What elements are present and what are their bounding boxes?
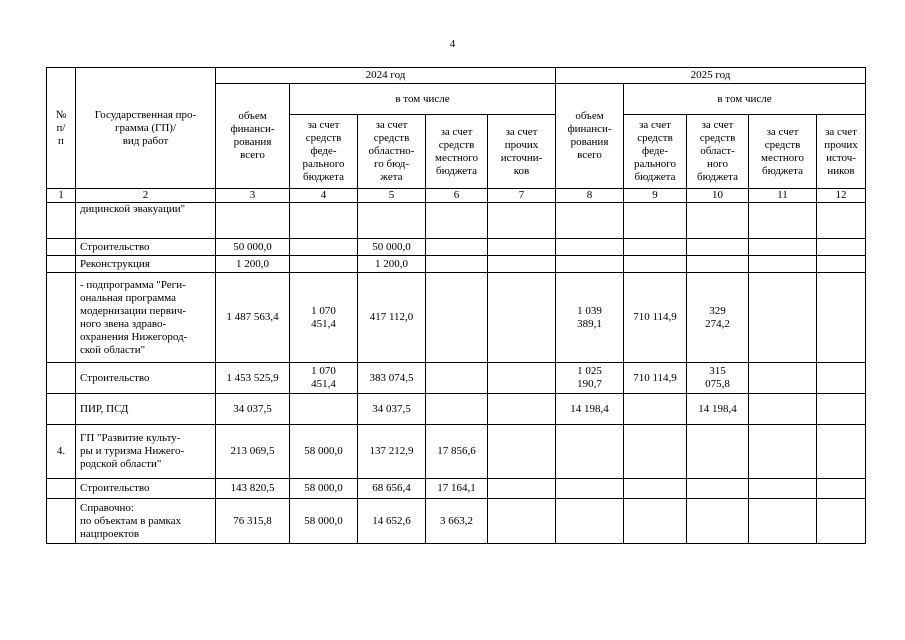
header-program: Государственная про- грамма (ГП)/ вид работ xyxy=(76,68,216,189)
financing-table xyxy=(46,67,866,544)
header-other-2024: за счет прочих источни- ков xyxy=(488,115,556,189)
row-number-cell xyxy=(47,273,76,363)
col-number: 7 xyxy=(488,189,556,203)
row-label-cell: Строительство xyxy=(76,479,216,499)
value-cell xyxy=(687,499,749,544)
value-cell: 14 198,4 xyxy=(687,394,749,425)
value-cell: 137 212,9 xyxy=(358,425,426,479)
value-cell xyxy=(687,256,749,273)
value-cell: 76 315,8 xyxy=(216,499,290,544)
value-cell xyxy=(488,239,556,256)
table-row xyxy=(47,239,866,256)
table-row xyxy=(47,394,866,425)
col-number: 3 xyxy=(216,189,290,203)
value-cell xyxy=(358,203,426,239)
header-regional-2025: за счет средств област- ного бюджета xyxy=(687,115,749,189)
value-cell xyxy=(556,425,624,479)
value-cell xyxy=(488,394,556,425)
value-cell xyxy=(426,203,488,239)
value-cell: 710 114,9 xyxy=(624,363,687,394)
value-cell xyxy=(488,273,556,363)
value-cell: 58 000,0 xyxy=(290,425,358,479)
header-num: № п/ п xyxy=(47,68,76,189)
value-cell xyxy=(426,256,488,273)
value-cell xyxy=(556,499,624,544)
value-cell xyxy=(817,256,866,273)
value-cell: 58 000,0 xyxy=(290,479,358,499)
header-federal-2025: за счет средств феде- рального бюджета xyxy=(624,115,687,189)
header-volume-2025: объем финанси- рования всего xyxy=(556,84,624,189)
column-numbers-row xyxy=(47,189,866,203)
row-number-cell xyxy=(47,256,76,273)
header-year-2025: 2025 год xyxy=(556,68,866,84)
value-cell: 14 198,4 xyxy=(556,394,624,425)
value-cell: 1 070 451,4 xyxy=(290,273,358,363)
value-cell xyxy=(290,239,358,256)
value-cell xyxy=(426,363,488,394)
value-cell: 68 656,4 xyxy=(358,479,426,499)
col-number: 8 xyxy=(556,189,624,203)
value-cell xyxy=(488,363,556,394)
value-cell xyxy=(817,203,866,239)
col-number: 11 xyxy=(749,189,817,203)
row-number-cell xyxy=(47,239,76,256)
value-cell: 50 000,0 xyxy=(358,239,426,256)
col-number: 4 xyxy=(290,189,358,203)
row-number-cell xyxy=(47,363,76,394)
col-number: 10 xyxy=(687,189,749,203)
value-cell xyxy=(556,239,624,256)
col-number: 9 xyxy=(624,189,687,203)
table-row xyxy=(47,203,866,239)
value-cell xyxy=(687,479,749,499)
value-cell xyxy=(749,203,817,239)
value-cell: 34 037,5 xyxy=(358,394,426,425)
value-cell xyxy=(426,394,488,425)
table-row xyxy=(47,363,866,394)
value-cell: 710 114,9 xyxy=(624,273,687,363)
value-cell: 143 820,5 xyxy=(216,479,290,499)
value-cell xyxy=(290,394,358,425)
value-cell xyxy=(426,239,488,256)
row-label-cell: Справочно: по объектам в рамках нацпроектов xyxy=(76,499,216,544)
value-cell: 17 164,1 xyxy=(426,479,488,499)
value-cell xyxy=(817,363,866,394)
value-cell xyxy=(624,203,687,239)
value-cell xyxy=(488,256,556,273)
value-cell xyxy=(687,425,749,479)
value-cell xyxy=(556,203,624,239)
value-cell xyxy=(216,203,290,239)
value-cell xyxy=(817,239,866,256)
header-year-2024: 2024 год xyxy=(216,68,556,84)
row-number-cell xyxy=(47,203,76,239)
value-cell xyxy=(426,273,488,363)
value-cell xyxy=(749,273,817,363)
row-number-cell xyxy=(47,394,76,425)
value-cell xyxy=(749,394,817,425)
col-number: 2 xyxy=(76,189,216,203)
value-cell: 417 112,0 xyxy=(358,273,426,363)
value-cell xyxy=(290,256,358,273)
value-cell xyxy=(687,239,749,256)
value-cell xyxy=(290,203,358,239)
value-cell xyxy=(749,239,817,256)
value-cell: 3 663,2 xyxy=(426,499,488,544)
value-cell xyxy=(488,479,556,499)
value-cell: 383 074,5 xyxy=(358,363,426,394)
value-cell: 50 000,0 xyxy=(216,239,290,256)
value-cell: 1 070 451,4 xyxy=(290,363,358,394)
value-cell xyxy=(624,394,687,425)
value-cell: 14 652,6 xyxy=(358,499,426,544)
value-cell: 329 274,2 xyxy=(687,273,749,363)
value-cell xyxy=(817,425,866,479)
value-cell xyxy=(624,499,687,544)
value-cell: 1 039 389,1 xyxy=(556,273,624,363)
row-number-cell: 4. xyxy=(47,425,76,479)
value-cell xyxy=(749,256,817,273)
value-cell: 213 069,5 xyxy=(216,425,290,479)
row-number-cell xyxy=(47,479,76,499)
value-cell: 1 453 525,9 xyxy=(216,363,290,394)
page-number: 4 xyxy=(449,38,456,50)
row-label-cell: Строительство xyxy=(76,239,216,256)
header-including-2025: в том числе xyxy=(624,84,866,115)
value-cell xyxy=(556,479,624,499)
value-cell: 1 200,0 xyxy=(358,256,426,273)
header-other-2025: за счет прочих источ- ников xyxy=(817,115,866,189)
header-local-2025: за счет средств местного бюджета xyxy=(749,115,817,189)
value-cell xyxy=(749,425,817,479)
value-cell: 315 075,8 xyxy=(687,363,749,394)
value-cell: 58 000,0 xyxy=(290,499,358,544)
table-row xyxy=(47,256,866,273)
value-cell: 17 856,6 xyxy=(426,425,488,479)
row-label-cell: дицинской эвакуации" xyxy=(76,203,216,239)
row-label-cell: Реконструкция xyxy=(76,256,216,273)
value-cell xyxy=(556,256,624,273)
row-label-cell: ГП "Развитие культу- ры и туризма Нижего- родской области" xyxy=(76,425,216,479)
header-local-2024: за счет средств местного бюджета xyxy=(426,115,488,189)
header-volume-2024: объем финанси- рования всего xyxy=(216,84,290,189)
value-cell xyxy=(488,425,556,479)
value-cell xyxy=(749,363,817,394)
table-row xyxy=(47,273,866,363)
row-label-cell: - подпрограмма "Реги- ональная программа модернизации первич- ного звена здраво- охранения Нижегород- ской области" xyxy=(76,273,216,363)
table-row xyxy=(47,425,866,479)
value-cell xyxy=(488,203,556,239)
value-cell: 34 037,5 xyxy=(216,394,290,425)
row-label-cell: ПИР, ПСД xyxy=(76,394,216,425)
value-cell xyxy=(817,499,866,544)
value-cell: 1 025 190,7 xyxy=(556,363,624,394)
value-cell xyxy=(624,256,687,273)
col-number: 5 xyxy=(358,189,426,203)
header-including-2024: в том числе xyxy=(290,84,556,115)
table-row xyxy=(47,499,866,544)
value-cell xyxy=(749,479,817,499)
value-cell: 1 487 563,4 xyxy=(216,273,290,363)
header-regional-2024: за счет средств областно- го бюд- жета xyxy=(358,115,426,189)
value-cell xyxy=(817,273,866,363)
value-cell xyxy=(624,425,687,479)
table-row xyxy=(47,479,866,499)
value-cell xyxy=(817,394,866,425)
value-cell xyxy=(488,499,556,544)
value-cell xyxy=(749,499,817,544)
row-label-cell: Строительство xyxy=(76,363,216,394)
value-cell xyxy=(817,479,866,499)
header-federal-2024: за счет средств феде- рального бюджета xyxy=(290,115,358,189)
value-cell xyxy=(624,239,687,256)
value-cell xyxy=(624,479,687,499)
row-number-cell xyxy=(47,499,76,544)
col-number: 6 xyxy=(426,189,488,203)
col-number: 1 xyxy=(47,189,76,203)
col-number: 12 xyxy=(817,189,866,203)
value-cell xyxy=(687,203,749,239)
value-cell: 1 200,0 xyxy=(216,256,290,273)
